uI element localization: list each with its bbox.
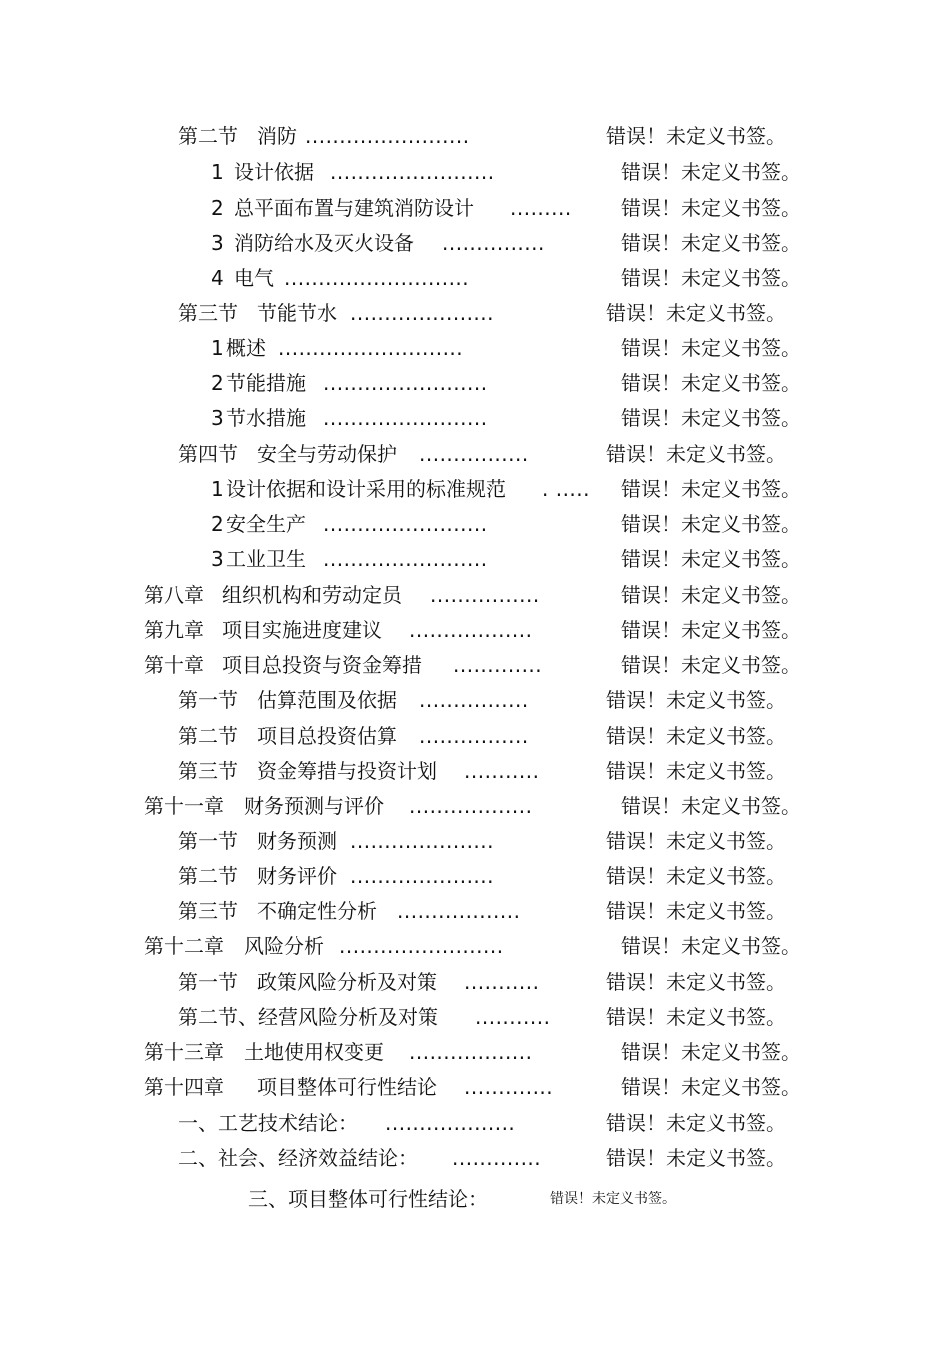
toc-title: 安全与劳动保护 xyxy=(257,442,397,466)
toc-page-ref: 错误！未定义书签。 xyxy=(621,371,801,395)
toc-title: 项目总投资与资金筹措 xyxy=(222,653,422,677)
toc-title: 节能措施 xyxy=(226,371,306,395)
toc-entry[interactable] xyxy=(0,1037,950,1067)
toc-entry[interactable] xyxy=(0,791,950,821)
toc-number: 第三节 xyxy=(178,759,238,783)
toc-entry[interactable] xyxy=(0,368,950,398)
toc-leader: ........... xyxy=(464,759,540,783)
toc-leader: ........................ xyxy=(323,547,488,571)
toc-leader: ............. xyxy=(452,1146,542,1170)
toc-leader: .................. xyxy=(397,899,521,923)
toc-number: 3 xyxy=(211,547,224,571)
toc-leader: ........................ xyxy=(323,512,488,536)
toc-page-ref: 错误！未定义书签。 xyxy=(621,583,801,607)
toc-entry[interactable] xyxy=(0,1184,950,1214)
toc-title: 财务评价 xyxy=(257,864,337,888)
toc-title: 设计依据 xyxy=(234,160,314,184)
toc-page-ref: 错误！未定义书签。 xyxy=(606,442,786,466)
toc-leader: .................. xyxy=(409,794,533,818)
toc-number: 2 xyxy=(211,512,224,536)
toc-title: 设计依据和设计采用的标准规范 xyxy=(226,477,506,501)
toc-entry[interactable] xyxy=(0,121,950,151)
toc-entry[interactable] xyxy=(0,861,950,891)
toc-title: 不确定性分析 xyxy=(257,899,377,923)
toc-entry[interactable] xyxy=(0,967,950,997)
toc-number: 4 xyxy=(211,266,224,290)
toc-number: 1 xyxy=(211,477,224,501)
toc-page-ref: 错误！未定义书签。 xyxy=(621,512,801,536)
toc-entry[interactable] xyxy=(0,756,950,786)
toc-title: 概述 xyxy=(226,336,266,360)
toc-leader: .................. xyxy=(409,618,533,642)
toc-number: 第十章 xyxy=(144,653,204,677)
toc-entry[interactable] xyxy=(0,1108,950,1138)
toc-page-ref: 错误！未定义书签。 xyxy=(621,547,801,571)
toc-page-ref: 错误！未定义书签。 xyxy=(606,829,786,853)
toc-page-ref: 错误！未定义书签。 xyxy=(621,477,801,501)
toc-title: 财务预测与评价 xyxy=(244,794,384,818)
toc-page-ref: 错误！未定义书签。 xyxy=(606,1146,786,1170)
toc-number: 2 xyxy=(211,371,224,395)
toc-page-ref: 错误！未定义书签。 xyxy=(606,864,786,888)
toc-number: 第二节 xyxy=(178,864,238,888)
toc-number: 1 xyxy=(211,336,224,360)
toc-page-ref: 错误！未定义书签。 xyxy=(621,1075,801,1099)
toc-number: 1 xyxy=(211,160,224,184)
toc-title: 资金筹措与投资计划 xyxy=(257,759,437,783)
toc-title: 项目实施进度建议 xyxy=(222,618,382,642)
toc-title: 工业卫生 xyxy=(226,547,306,571)
toc-leader: ................ xyxy=(419,688,529,712)
toc-title: 节水措施 xyxy=(226,406,306,430)
toc-title: 政策风险分析及对策 xyxy=(257,970,437,994)
toc-leader: ........................ xyxy=(323,406,488,430)
toc-number: 2 xyxy=(211,196,224,220)
toc-title: 土地使用权变更 xyxy=(244,1040,384,1064)
toc-number: 第十一章 xyxy=(144,794,224,818)
toc-title: 安全生产 xyxy=(226,512,306,536)
toc-number: 第三节 xyxy=(178,899,238,923)
toc-leader: ........................... xyxy=(284,266,470,290)
toc-number: 第二节 xyxy=(178,724,238,748)
toc-number: 第八章 xyxy=(144,583,204,607)
toc-number: 第十二章 xyxy=(144,934,224,958)
toc-title: 项目总投资估算 xyxy=(257,724,397,748)
toc-leader: ......... xyxy=(510,196,572,220)
toc-number: 第一节 xyxy=(178,970,238,994)
toc-entry[interactable] xyxy=(0,333,950,363)
toc-leader: ................ xyxy=(430,583,540,607)
toc-page-ref: 错误！未定义书签。 xyxy=(621,653,801,677)
toc-title: 估算范围及依据 xyxy=(257,688,397,712)
toc-leader: ............... xyxy=(442,231,545,255)
toc-title: 三、项目整体可行性结论： xyxy=(248,1187,488,1211)
toc-page-ref: 错误！未定义书签。 xyxy=(621,336,801,360)
toc-entry[interactable] xyxy=(0,544,950,574)
toc-entry[interactable] xyxy=(0,685,950,715)
toc-page-ref: 错误！未定义书签。 xyxy=(606,970,786,994)
toc-page-ref: 错误！未定义书签。 xyxy=(621,160,801,184)
toc-entry[interactable] xyxy=(0,650,950,680)
toc-entry[interactable] xyxy=(0,615,950,645)
toc-entry[interactable] xyxy=(0,439,950,469)
toc-entry[interactable] xyxy=(0,298,950,328)
toc-entry[interactable] xyxy=(0,721,950,751)
toc-title: 第二节、经营风险分析及对策 xyxy=(178,1005,438,1029)
toc-leader: ............. xyxy=(464,1075,554,1099)
toc-number: 第三节 xyxy=(178,301,238,325)
toc-number: 3 xyxy=(211,406,224,430)
toc-entry[interactable] xyxy=(0,474,950,504)
toc-leader: ........................ xyxy=(305,124,470,148)
toc-page-ref: 错误！未定义书签。 xyxy=(550,1191,676,1207)
toc-page-ref: 错误！未定义书签。 xyxy=(606,301,786,325)
toc-leader: ........................... xyxy=(278,336,464,360)
toc-title: 一、工艺技术结论： xyxy=(178,1111,358,1135)
toc-entry[interactable] xyxy=(0,896,950,926)
toc-page-ref: 错误！未定义书签。 xyxy=(621,231,801,255)
toc-number: 第十三章 xyxy=(144,1040,224,1064)
toc-page-ref: 错误！未定义书签。 xyxy=(621,196,801,220)
toc-title: 总平面布置与建筑消防设计 xyxy=(234,196,474,220)
toc-entry[interactable] xyxy=(0,263,950,293)
toc-entry[interactable] xyxy=(0,1072,950,1102)
toc-entry[interactable] xyxy=(0,1143,950,1173)
toc-page-ref: 错误！未定义书签。 xyxy=(606,899,786,923)
toc-page-ref: 错误！未定义书签。 xyxy=(606,124,786,148)
toc-title: 项目整体可行性结论 xyxy=(257,1075,437,1099)
toc-entry[interactable] xyxy=(0,228,950,258)
toc-entry[interactable] xyxy=(0,509,950,539)
toc-leader: ........................ xyxy=(339,934,504,958)
toc-leader: ........... xyxy=(475,1005,551,1029)
toc-leader: ................ xyxy=(419,442,529,466)
toc-entry[interactable] xyxy=(0,1002,950,1032)
toc-entry[interactable] xyxy=(0,580,950,610)
toc-leader: ..................... xyxy=(350,301,495,325)
toc-leader: ............. xyxy=(453,653,543,677)
toc-page-ref: 错误！未定义书签。 xyxy=(621,1040,801,1064)
toc-title: 消防给水及灭火设备 xyxy=(234,231,414,255)
toc-leader: ..................... xyxy=(350,829,495,853)
toc-number: 第四节 xyxy=(178,442,238,466)
toc-title: 电气 xyxy=(234,266,274,290)
toc-page-ref: 错误！未定义书签。 xyxy=(606,1005,786,1029)
toc-page-ref: 错误！未定义书签。 xyxy=(621,934,801,958)
toc-title: 财务预测 xyxy=(257,829,337,853)
toc-leader: ................... xyxy=(385,1111,516,1135)
toc-number: 第九章 xyxy=(144,618,204,642)
toc-leader: ........................ xyxy=(330,160,495,184)
toc-number: 第一节 xyxy=(178,688,238,712)
toc-leader: .................. xyxy=(409,1040,533,1064)
toc-number: 第一节 xyxy=(178,829,238,853)
toc-entry[interactable] xyxy=(0,193,950,223)
toc-page-ref: 错误！未定义书签。 xyxy=(606,1111,786,1135)
toc-title: 风险分析 xyxy=(244,934,324,958)
toc-title: 消防 xyxy=(257,124,297,148)
toc-number: 第十四章 xyxy=(144,1075,224,1099)
toc-number: 3 xyxy=(211,231,224,255)
toc-entry[interactable] xyxy=(0,826,950,856)
toc-page-ref: 错误！未定义书签。 xyxy=(621,794,801,818)
toc-leader: ..................... xyxy=(350,864,495,888)
toc-title: 节能节水 xyxy=(257,301,337,325)
toc-page-ref: 错误！未定义书签。 xyxy=(621,266,801,290)
toc-title: 组织机构和劳动定员 xyxy=(222,583,402,607)
toc-leader: . ..... xyxy=(542,477,591,501)
toc-page-ref: 错误！未定义书签。 xyxy=(606,759,786,783)
toc-leader: ........................ xyxy=(323,371,488,395)
toc-page-ref: 错误！未定义书签。 xyxy=(621,618,801,642)
toc-leader: ................ xyxy=(419,724,529,748)
toc-page-ref: 错误！未定义书签。 xyxy=(606,724,786,748)
toc-entry[interactable] xyxy=(0,157,950,187)
toc-entry[interactable] xyxy=(0,403,950,433)
toc-page-ref: 错误！未定义书签。 xyxy=(621,406,801,430)
toc-number: 第二节 xyxy=(178,124,238,148)
toc-entry[interactable] xyxy=(0,931,950,961)
toc-title: 二、社会、经济效益结论： xyxy=(178,1146,418,1170)
toc-leader: ........... xyxy=(464,970,540,994)
toc-page-ref: 错误！未定义书签。 xyxy=(606,688,786,712)
